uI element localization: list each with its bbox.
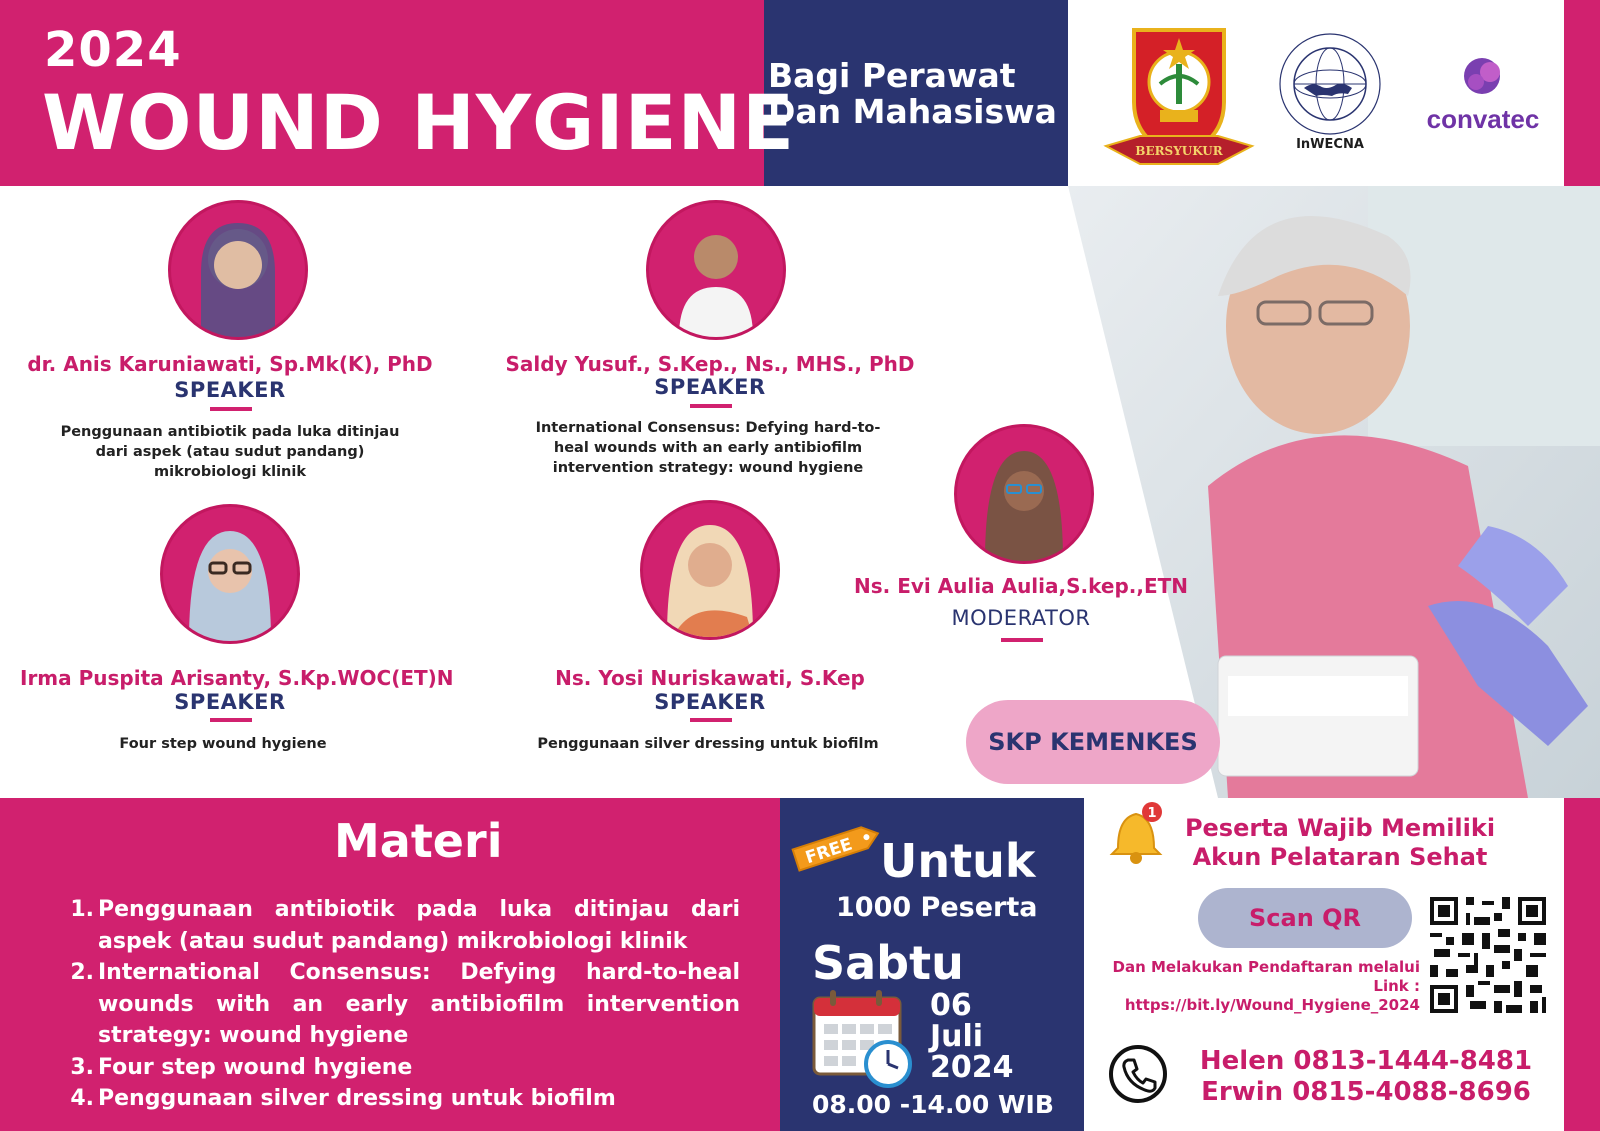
audience-line-1: Bagi Perawat — [768, 56, 1016, 95]
bell-icon — [1108, 800, 1164, 866]
speaker-3-topic: Four step wound hygiene — [119, 736, 327, 752]
contact-helen: Helen 0813-1444-8481 — [1199, 1046, 1533, 1076]
speaker-1-underline — [210, 407, 252, 411]
event-year: 2024 — [44, 22, 182, 78]
bell-badge: 1 — [1147, 806, 1157, 821]
audience-text — [768, 58, 1068, 130]
speaker-4-topic: Penggunaan silver dressing untuk biofilm — [537, 736, 879, 752]
materi-item: 4. Penggunaan silver dressing untuk biofilm — [70, 1086, 616, 1111]
materi-title: Materi — [334, 814, 503, 868]
speaker-3-role: SPEAKER — [174, 690, 286, 714]
speaker-1-photo — [168, 200, 308, 340]
scan-qr-button[interactable]: Scan QR — [1198, 888, 1412, 948]
calendar-icon — [812, 988, 916, 1088]
regency-motto: BERSYUKUR — [1135, 144, 1223, 158]
qr-code-icon[interactable] — [1426, 893, 1550, 1017]
bottom-accent-strip — [1564, 798, 1600, 1131]
phone-icon — [1108, 1044, 1168, 1104]
free-label: FREE — [803, 834, 855, 869]
date-month: Juli — [930, 1019, 984, 1054]
speaker-4-name: Ns. Yosi Nuriskawati, S.Kep — [555, 666, 865, 690]
event-date — [930, 990, 1014, 1083]
free-tag-icon — [788, 818, 884, 876]
materi-list — [66, 894, 740, 1115]
inwecna-label: InWECNA — [1296, 137, 1364, 152]
materi-item: 1. Penggunaan antibiotik pada luka ditinjau dari aspek (atau sudut pandang) mikrobiologi klinik — [70, 897, 740, 954]
registration-instruction: Dan Melakukan Pendaftaran melalui Link : — [1112, 958, 1420, 995]
speaker-4-role: SPEAKER — [654, 690, 766, 714]
speaker-2-underline — [690, 404, 732, 408]
moderator-underline — [1001, 638, 1043, 642]
skp-kemenkes-badge: SKP KEMENKES — [966, 700, 1220, 784]
contact-erwin: Erwin 0815-4088-8696 — [1201, 1077, 1531, 1107]
speaker-3-photo — [160, 504, 300, 644]
speaker-3-name: Irma Puspita Arisanty, S.Kp.WOC(ET)N — [20, 666, 454, 690]
registration-link[interactable]: https://bit.ly/Wound_Hygiene_2024 — [1124, 996, 1420, 1014]
event-title: WOUND HYGIENE — [42, 78, 796, 167]
speaker-1-topic: Penggunaan antibiotik pada luka ditinjau dari aspek (atau sudut pandang) mikrobiologi klinik — [60, 424, 400, 480]
speaker-3-underline — [210, 718, 252, 722]
audience-line-2: Dan Mahasiswa — [768, 92, 1057, 131]
speaker-2-name: Saldy Yusuf., S.Kep., Ns., MHS., PhD — [505, 352, 915, 376]
materi-item: 3. Four step wound hygiene — [70, 1054, 413, 1080]
speaker-1-name: dr. Anis Karuniawati, Sp.Mk(K), PhD — [27, 352, 433, 376]
moderator-name: Ns. Evi Aulia Aulia,S.kep.,ETN — [853, 574, 1188, 598]
event-time: 08.00 -14.00 WIB — [812, 1090, 1054, 1119]
speaker-2-role: SPEAKER — [654, 375, 766, 399]
speaker-2-topic: International Consensus: Defying hard-to-heal wounds with an early antibiofilm intervention strategy: wound hygiene — [535, 420, 881, 476]
event-day: Sabtu — [812, 936, 964, 990]
speaker-2-photo — [646, 200, 786, 340]
clock-icon — [866, 1042, 910, 1086]
speaker-1-role: SPEAKER — [174, 378, 286, 402]
contact-list — [1196, 1046, 1536, 1108]
moderator-photo — [954, 424, 1094, 564]
convatec-label: convatec — [1426, 104, 1540, 134]
untuk-label: Untuk — [880, 834, 1036, 888]
header-accent-strip — [1564, 0, 1600, 186]
materi-item: 2. International Consensus: Defying hard-to-heal wounds with an early antibiofilm intervention strategy: wound hygiene — [70, 960, 740, 1048]
date-year: 2024 — [930, 1050, 1014, 1085]
date-day: 06 — [930, 988, 972, 1023]
registration-requirement: Peserta Wajib Memiliki Akun Pelataran Sehat — [1184, 814, 1496, 871]
participant-count: 1000 Peserta — [836, 892, 1038, 923]
speaker-4-underline — [690, 718, 732, 722]
convatec-logo — [1408, 54, 1558, 138]
regency-crest-logo — [1100, 24, 1258, 170]
moderator-role: MODERATOR — [951, 606, 1091, 630]
inwecna-logo — [1270, 30, 1390, 155]
speaker-4-photo — [640, 500, 780, 640]
